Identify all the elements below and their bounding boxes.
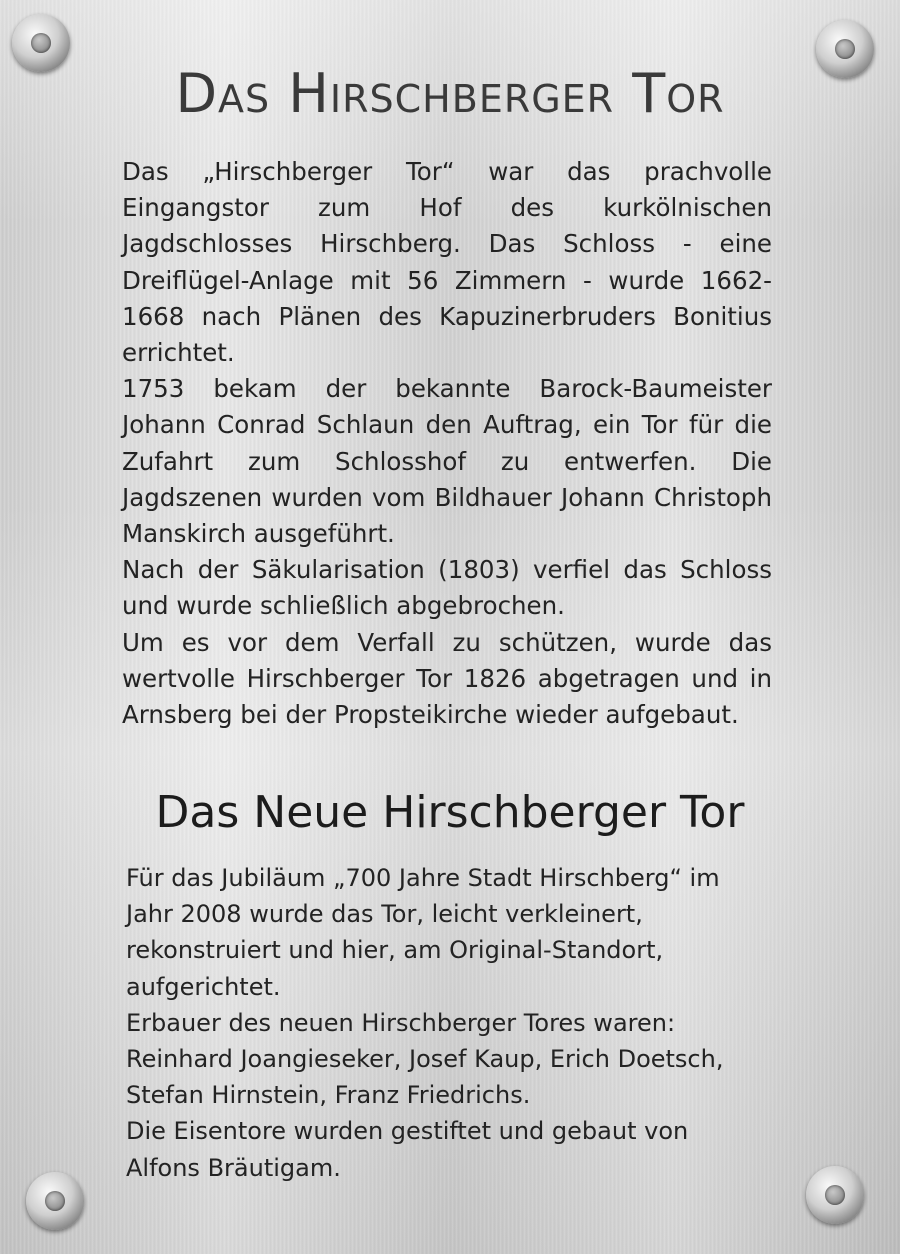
paragraph: Nach der Säkularisation (1803) verfiel das Schloss und wurde schließlich abgebrochen. bbox=[122, 555, 772, 621]
screw-icon bbox=[26, 1172, 84, 1230]
paragraph: Die Eisentore wurden gestiftet und gebaut von Alfons Bräutigam. bbox=[126, 1117, 689, 1182]
paragraph: Das „Hirschberger Tor“ war das prachvolle Eingangstor zum Hof des kurkölnischen Jagdschlosses Hirschberg. Das Schloss - eine Dreiflügel-Anlage mit 56 Zimmern - wurde 1662-1668 nach Plänen des Kapuzinerbruders Bonitius errichtet. bbox=[122, 157, 772, 368]
screw-icon bbox=[806, 1166, 864, 1224]
paragraph: Um es vor dem Verfall zu schützen, wurde das wertvolle Hirschberger Tor 1826 abgetragen und in Arnsberg bei der Propsteikirche wieder aufgebaut. bbox=[122, 627, 772, 730]
paragraph: Für das Jubiläum „700 Jahre Stadt Hirschberg“ im Jahr 2008 wurde das Tor, leicht verkleinert, rekonstruiert und hier, am Original-Standort, aufgerichtet. bbox=[126, 864, 720, 1001]
paragraph: 1753 bekam der bekannte Barock-Baumeister Johann Conrad Schlaun den Auftrag, ein Tor für die Zufahrt zum Schlosshof zu entwerfen. Die Jagdszenen wurden vom Bildhauer Johann Christoph Manskirch ausgeführt. bbox=[122, 374, 772, 549]
plaque-title: Das Hirschberger Tor bbox=[175, 62, 725, 125]
history-text bbox=[122, 154, 772, 733]
section-title: Das Neue Hirschberger Tor bbox=[155, 787, 745, 838]
paragraph: Erbauer des neuen Hirschberger Tores waren: Reinhard Joangieseker, Josef Kaup, Erich Doetsch, Stefan Hirnstein, Franz Friedrichs. bbox=[126, 1008, 724, 1110]
new-gate-text bbox=[126, 860, 756, 1186]
